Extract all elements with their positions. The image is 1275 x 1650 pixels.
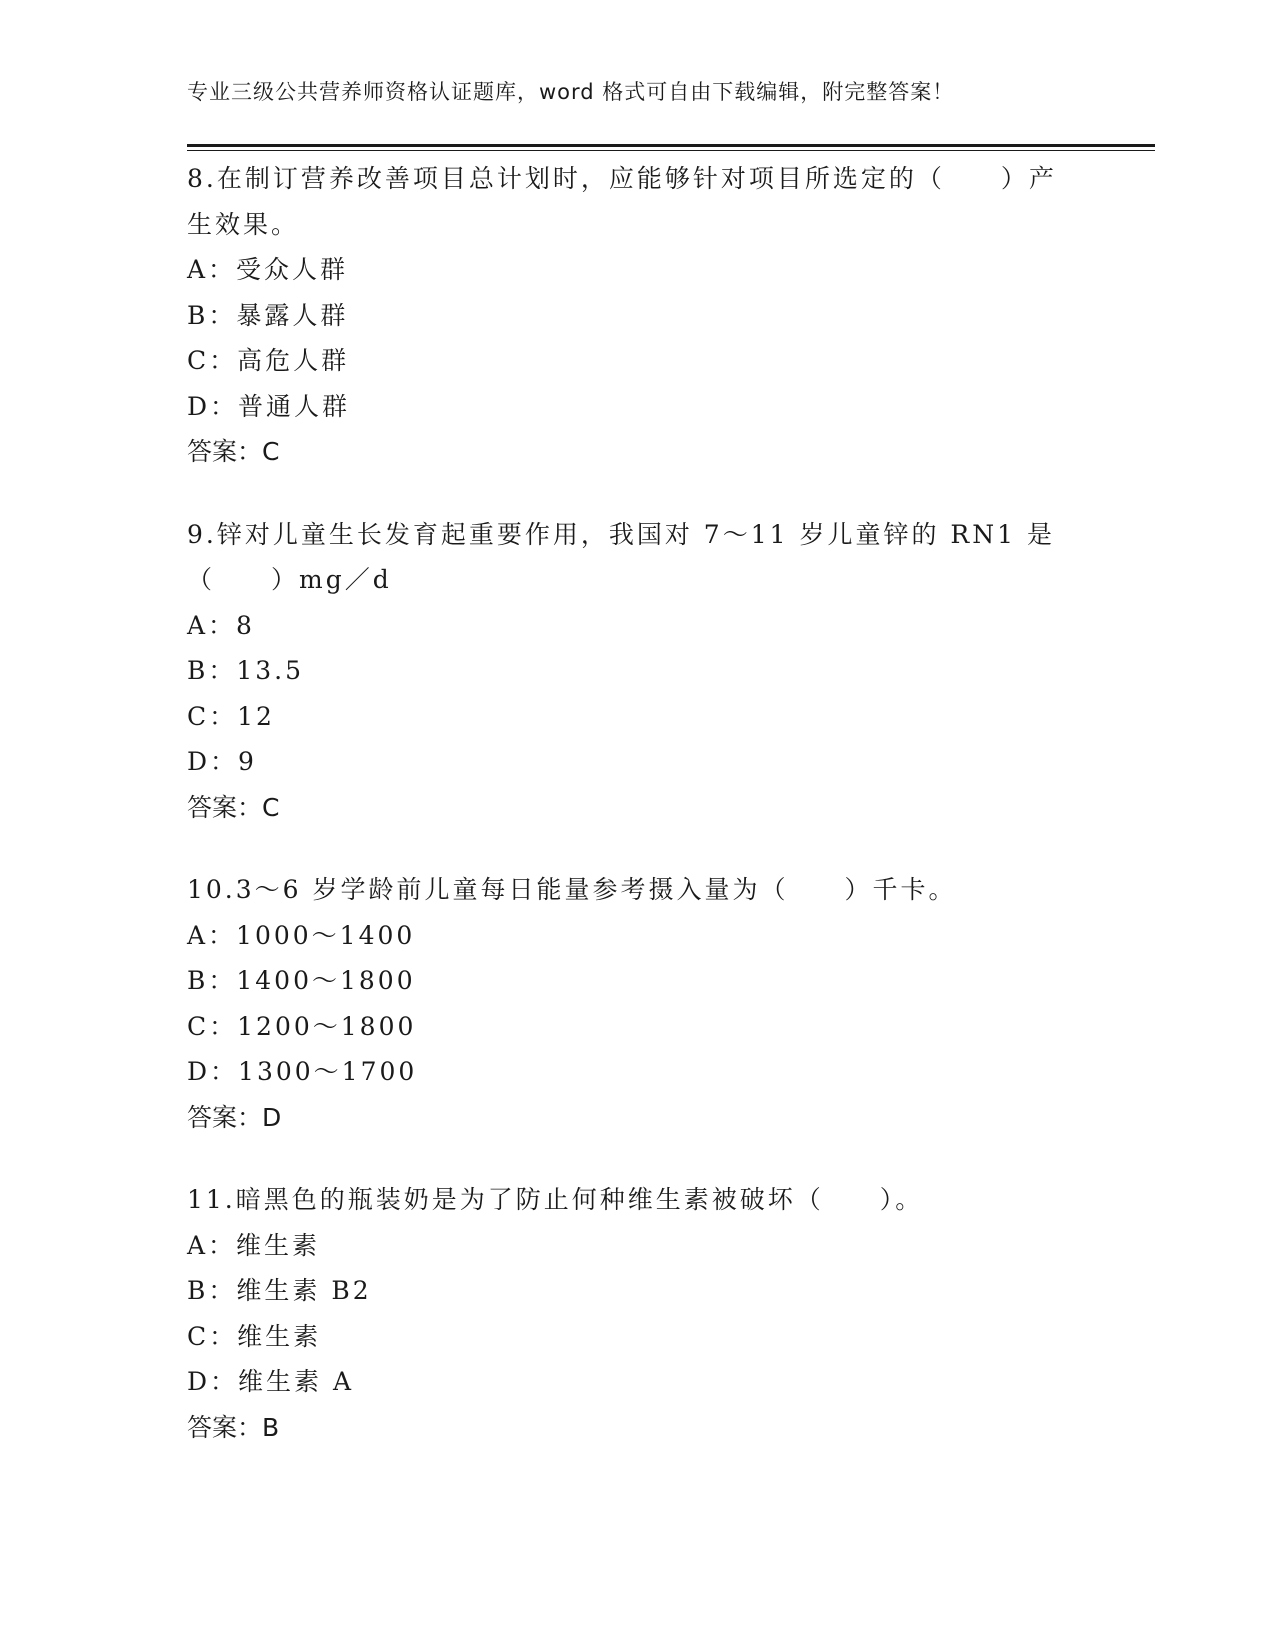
option-d: D：普通人群 [187, 391, 351, 421]
answer-label: 答案： [187, 1102, 263, 1132]
option-c: C：高危人群 [187, 346, 350, 375]
option-d: D：维生素 A [187, 1367, 355, 1396]
question-stem: 9.锌对儿童生长发育起重要作用，我国对 7～11 岁儿童锌的 RN1 是（ ）mg／d [187, 519, 1055, 594]
question-11 [187, 1177, 1067, 1450]
option-c: C：12 [187, 701, 275, 731]
option-b: B：维生素 B2 [187, 1276, 372, 1305]
option-b: B：13.5 [187, 656, 305, 685]
question-9 [187, 512, 1067, 831]
option-a: A：1000～1400 [187, 920, 416, 950]
answer-line [187, 1405, 1067, 1451]
answer-line [187, 1095, 1067, 1141]
answer-line [187, 429, 1067, 475]
question-10 [187, 867, 1067, 1140]
option-d: D：1300～1700 [187, 1057, 418, 1086]
option-c: C：1200～1800 [187, 1011, 417, 1041]
document-header: 专业三级公共营养师资格认证题库，word 格式可自由下载编辑，附完整答案！ [187, 80, 955, 104]
header-rule-thick [187, 144, 1155, 147]
option-a: A：8 [187, 610, 255, 640]
option-b: B：1400～1800 [187, 966, 416, 995]
answer-label: 答案： [187, 792, 263, 822]
answer-value: D [262, 1102, 282, 1132]
answer-value: B [262, 1412, 280, 1442]
option-d: D：9 [187, 747, 257, 776]
answer-line [187, 785, 1067, 831]
answer-value: C [262, 792, 280, 822]
question-stem: 11.暗黑色的瓶装奶是为了防止何种维生素被破坏（ ）。 [187, 1185, 924, 1214]
question-stem: 8.在制订营养改善项目总计划时，应能够针对项目所选定的（ ）产生效果。 [187, 164, 1057, 239]
answer-label: 答案： [187, 437, 263, 466]
question-list [187, 156, 1067, 1487]
question-stem: 10.3～6 岁学龄前儿童每日能量参考摄入量为（ ）千卡。 [187, 875, 957, 904]
question-8 [187, 156, 1067, 475]
header-rule-thin [187, 150, 1155, 151]
option-b: B：暴露人群 [187, 300, 349, 330]
answer-label: 答案： [187, 1412, 263, 1442]
answer-value: C [262, 437, 280, 466]
option-a: A：受众人群 [187, 255, 349, 284]
option-a: A：维生素 [187, 1230, 321, 1260]
option-c: C：维生素 [187, 1321, 322, 1351]
